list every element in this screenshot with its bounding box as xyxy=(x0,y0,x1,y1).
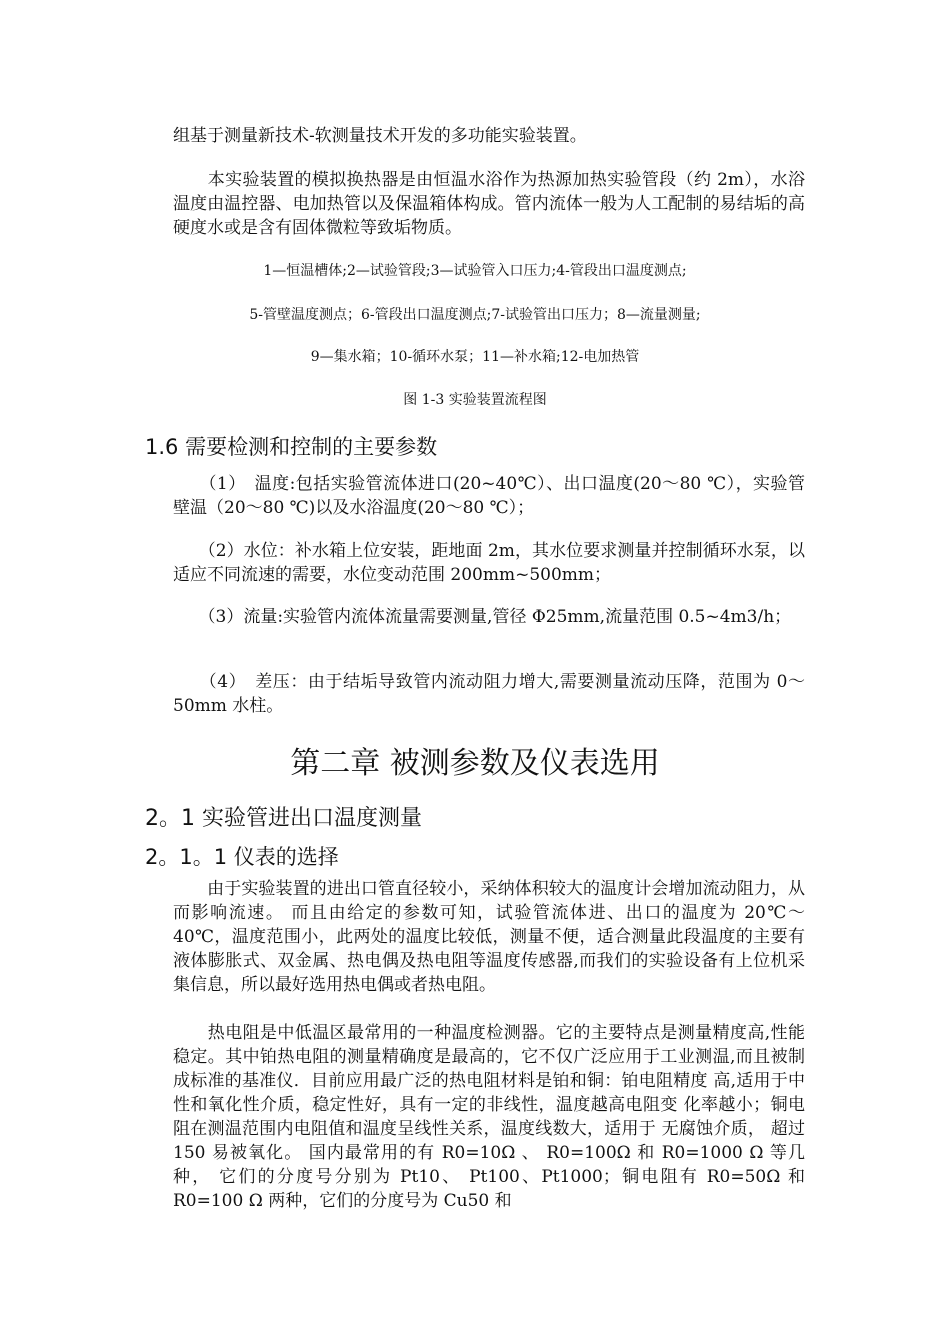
figure-legend-line-1: 1—恒温槽体;2—试验管段;3—试验管入口压力;4-管段出口温度测点; xyxy=(263,263,687,279)
figure-legend-line-3: 9—集水箱；10-循环水泵；11—补水箱;12-电加热管 xyxy=(310,349,640,365)
device-description-paragraph: 本实验装置的模拟换热器是由恒温水浴作为热源加热实验管段（约 2m），水浴温度由温控器、电加热管以及保温箱体构成。管内流体一般为人工配制的易结垢的高硬度水或是含有固体微粒等致垢物质。 xyxy=(173,170,805,238)
intro-tail-paragraph: 组基于测量新技术-软测量技术开发的多功能实验装置。 xyxy=(173,126,587,146)
param-differential-pressure-paragraph: （4） 差压：由于结垢导致管内流动阻力增大,需要测量流动压降，范围为 0～50mm 水柱。 xyxy=(173,672,805,716)
instrument-selection-paragraph: 由于实验装置的进出口管直径较小，采纳体积较大的温度计会增加流动阻力，从而影响流速。 而且由给定的参数可知，试验管流体进、出口的温度为 20℃～ 40℃，温度范围小，此两处的温度比较低，测量不便，适合测量此段温度的主要有液体膨胀式、双金属、热电偶及热电阻等温度传感器,而我们的实验设备有上位机采集信息，所以最好选用热电偶或者热电阻。 xyxy=(173,879,805,995)
param-flow-paragraph: （3）流量:实验管内流体流量需要测量,管径 Φ25mm,流量范围 0.5~4m3/h； xyxy=(173,607,792,627)
section-heading-1-6: 1.6 需要检测和控制的主要参数 xyxy=(145,435,438,459)
param-water-level-paragraph: （2）水位：补水箱上位安装，距地面 2m，其水位要求测量并控制循环水泵，以适应不同流速的需要，水位变动范围 200mm~500mm； xyxy=(173,541,805,585)
figure-legend-line-2: 5-管壁温度测点；6-管段出口温度测点;7-试验管出口压力；8—流量测量; xyxy=(249,307,701,323)
chapter-title: 第二章 被测参数及仪表选用 xyxy=(290,746,660,781)
section-heading-2-1-1: 2。1。1 仪表的选择 xyxy=(145,845,339,869)
figure-caption: 图 1-3 实验装置流程图 xyxy=(403,392,547,408)
param-temperature-paragraph: （1） 温度:包括实验管流体进口(20~40℃）、出口温度(20～80 ℃），实验管壁温（20～80 ℃)以及水浴温度(20～80 ℃）； xyxy=(173,474,805,518)
rtd-description-paragraph: 热电阻是中低温区最常用的一种温度检测器。它的主要特点是测量精度高,性能稳定。其中铂热电阻的测量精确度是最高的，它不仅广泛应用于工业测温,而且被制成标准的基准仪．目前应用最广泛的热电阻材料是铂和铜：铂电阻精度 高,适用于中性和氧化性介质，稳定性好，具有一定的非线性，温度越高电阻变 化率越小；铜电阻在测温范围内电阻值和温度呈线性关系，温度线数大，适用于 无腐蚀介质， 超过 150 易被氧化。 国内最常用的有 R0=10Ω 、 R0=100Ω 和 R0=1000 Ω 等几种， 它们的分度号分别为 Pt10、 Pt100、Pt1000；铜电阻有 R0=50Ω 和 R0=100 Ω 两种，它们的分度号为 Cu50 和 xyxy=(173,1023,805,1211)
section-heading-2-1: 2。1 实验管进出口温度测量 xyxy=(145,806,422,831)
